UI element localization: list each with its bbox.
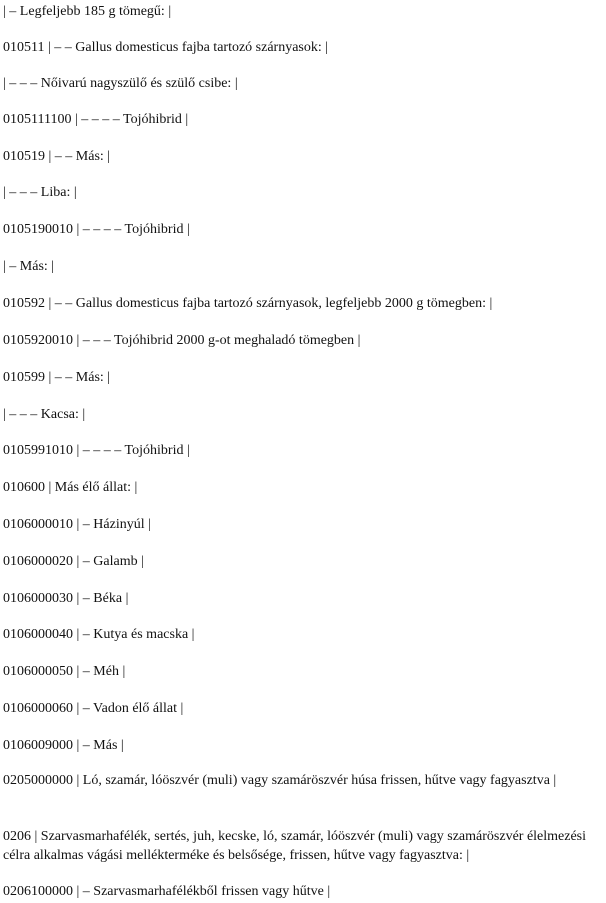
text-line: 0106000030 | – Béka | — [3, 591, 129, 606]
text-line: | – – – Liba: | — [3, 185, 77, 200]
text-line: 0105111100 | – – – – Tojóhibrid | — [3, 112, 189, 127]
text-line: | – – – Nőivarú nagyszülő és szülő csibe: | — [3, 76, 238, 91]
text-line: | – Legfeljebb 185 g tömegű: | — [3, 4, 172, 19]
text-line: | – Más: | — [3, 259, 55, 274]
text-line: 0106000040 | – Kutya és macska | — [3, 627, 195, 642]
text-line: 0205000000 | Ló, szamár, lóöszvér (muli) vagy szamáröszvér húsa frissen, hűtve vagy fagyasztva | — [3, 773, 557, 788]
text-line: 010519 | – – Más: | — [3, 149, 111, 164]
text-line: 0106000050 | – Méh | — [3, 664, 126, 679]
text-line: 0106009000 | – Más | — [3, 738, 124, 753]
text-line: 0105920010 | – – – Tojóhibrid 2000 g-ot meghaladó tömegben | — [3, 333, 361, 348]
text-line: 010600 | Más élő állat: | — [3, 480, 138, 495]
text-line: 0206100000 | – Szarvasmarhafélékből frissen vagy hűtve | — [3, 884, 331, 899]
text-line: | – – – Kacsa: | — [3, 407, 86, 422]
text-line: 0206 | Szarvasmarhafélék, sertés, juh, kecske, ló, szamár, lóöszvér (muli) vagy szamáröszvér élelmezési célra alkalmas vágási mellékterméke és belsősége, frissen, hűtve vagy fagyasztva: | — [3, 829, 587, 863]
text-line: 010599 | – – Más: | — [3, 370, 111, 385]
text-line: 0106000020 | – Galamb | — [3, 554, 144, 569]
text-line: 010592 | – – Gallus domesticus fajba tartozó szárnyasok, legfeljebb 2000 g tömegben: | — [3, 296, 493, 311]
text-line: 010511 | – – Gallus domesticus fajba tartozó szárnyasok: | — [3, 40, 329, 55]
text-line: 0105190010 | – – – – Tojóhibrid | — [3, 222, 190, 237]
text-line: 0106000010 | – Házinyúl | — [3, 517, 151, 532]
text-line: 0106000060 | – Vadon élő állat | — [3, 701, 184, 716]
text-line: 0105991010 | – – – – Tojóhibrid | — [3, 443, 190, 458]
